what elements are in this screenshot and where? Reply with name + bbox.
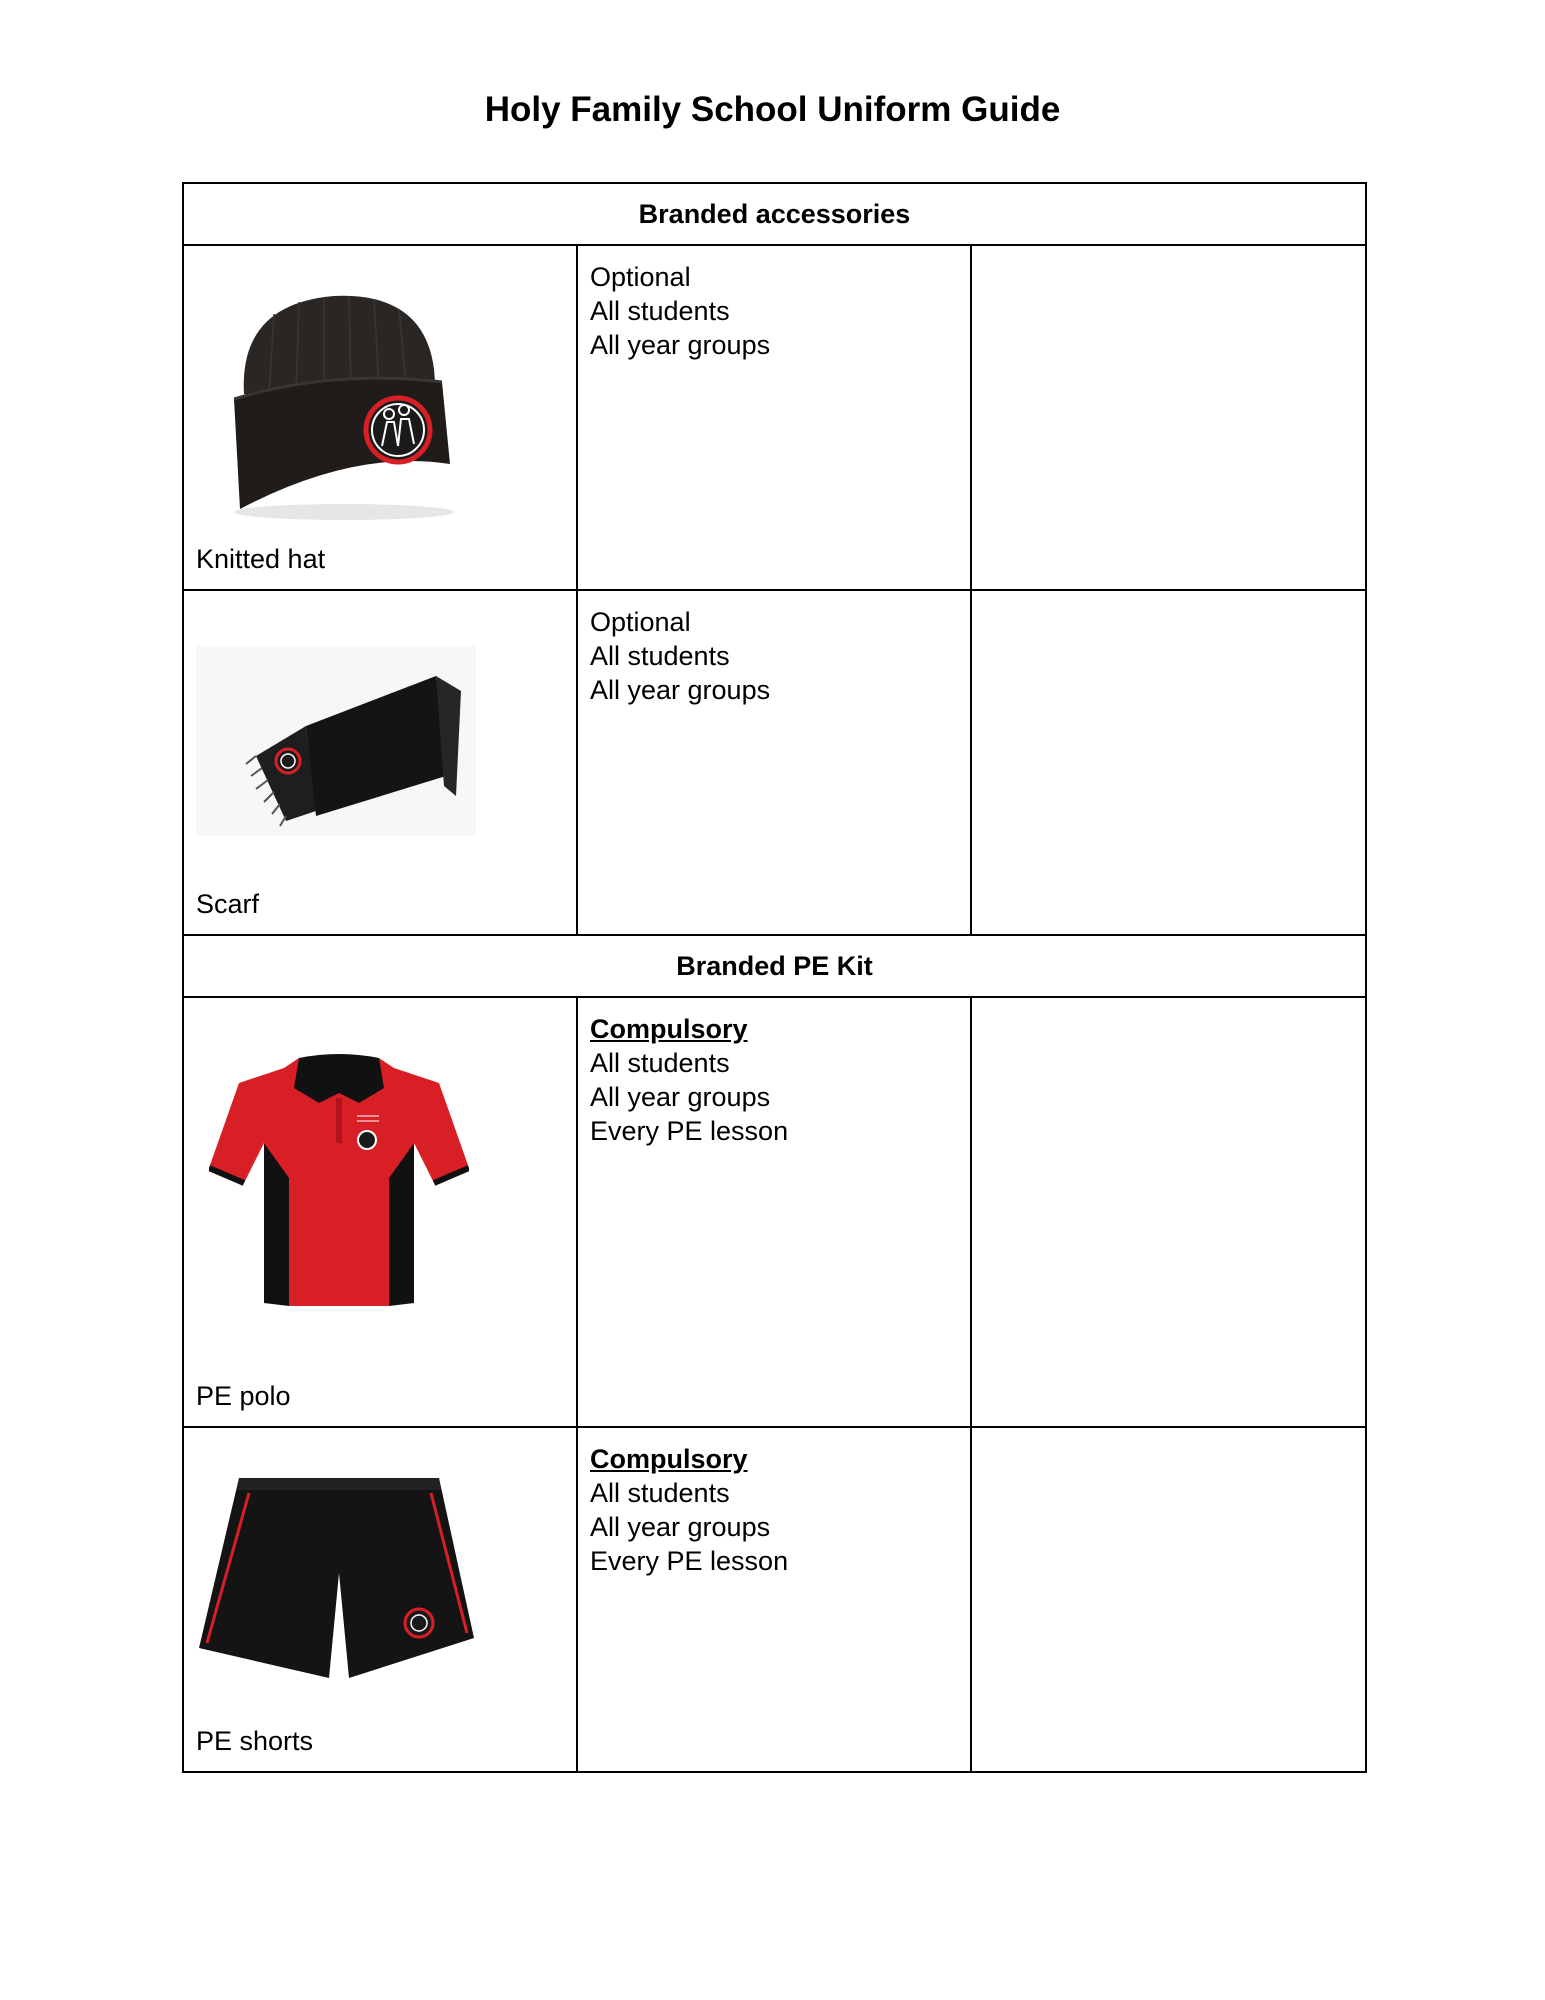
empty-cell: [971, 245, 1366, 590]
requirement-text: Compulsory: [590, 1014, 748, 1044]
item-cell: [183, 997, 577, 1427]
requirement-text: Optional: [590, 262, 691, 292]
requirement-cell: [577, 1427, 971, 1772]
requirement-cell: [577, 590, 971, 935]
section-heading: Branded accessories: [183, 183, 1366, 245]
requirement-cell: [577, 245, 971, 590]
table-row: [183, 1427, 1366, 1772]
requirement-cell: [577, 997, 971, 1427]
knitted-hat-image: [204, 274, 474, 524]
empty-cell: [971, 997, 1366, 1427]
detail-text: All year groups: [590, 330, 771, 360]
detail-text: All students: [590, 296, 730, 326]
item-label: Scarf: [196, 889, 260, 919]
table-row: [183, 997, 1366, 1427]
section-heading: Branded PE Kit: [183, 935, 1366, 997]
detail-text: All year groups: [590, 675, 771, 705]
item-label: PE shorts: [196, 1726, 314, 1756]
uniform-table: [182, 182, 1367, 1773]
detail-text: All students: [590, 1048, 730, 1078]
empty-cell: [971, 590, 1366, 935]
requirement-text: Optional: [590, 607, 691, 637]
item-label: PE polo: [196, 1381, 291, 1411]
item-cell: [183, 590, 577, 935]
scarf-image: [196, 646, 476, 836]
detail-text: All students: [590, 641, 730, 671]
table-row: [183, 590, 1366, 935]
item-cell: [183, 1427, 577, 1772]
item-cell: [183, 245, 577, 590]
detail-text: All year groups: [590, 1512, 771, 1542]
item-label: Knitted hat: [196, 544, 326, 574]
pe-polo-image: [209, 1048, 469, 1318]
detail-text: All students: [590, 1478, 730, 1508]
requirement-text: Compulsory: [590, 1444, 748, 1474]
section-header-row: [183, 183, 1366, 245]
detail-text: Every PE lesson: [590, 1116, 789, 1146]
detail-text: All year groups: [590, 1082, 771, 1112]
section-header-row: [183, 935, 1366, 997]
empty-cell: [971, 1427, 1366, 1772]
pe-shorts-image: [199, 1478, 479, 1688]
detail-text: Every PE lesson: [590, 1546, 789, 1576]
table-row: [183, 245, 1366, 590]
document-title: Holy Family School Uniform Guide: [484, 90, 1061, 129]
